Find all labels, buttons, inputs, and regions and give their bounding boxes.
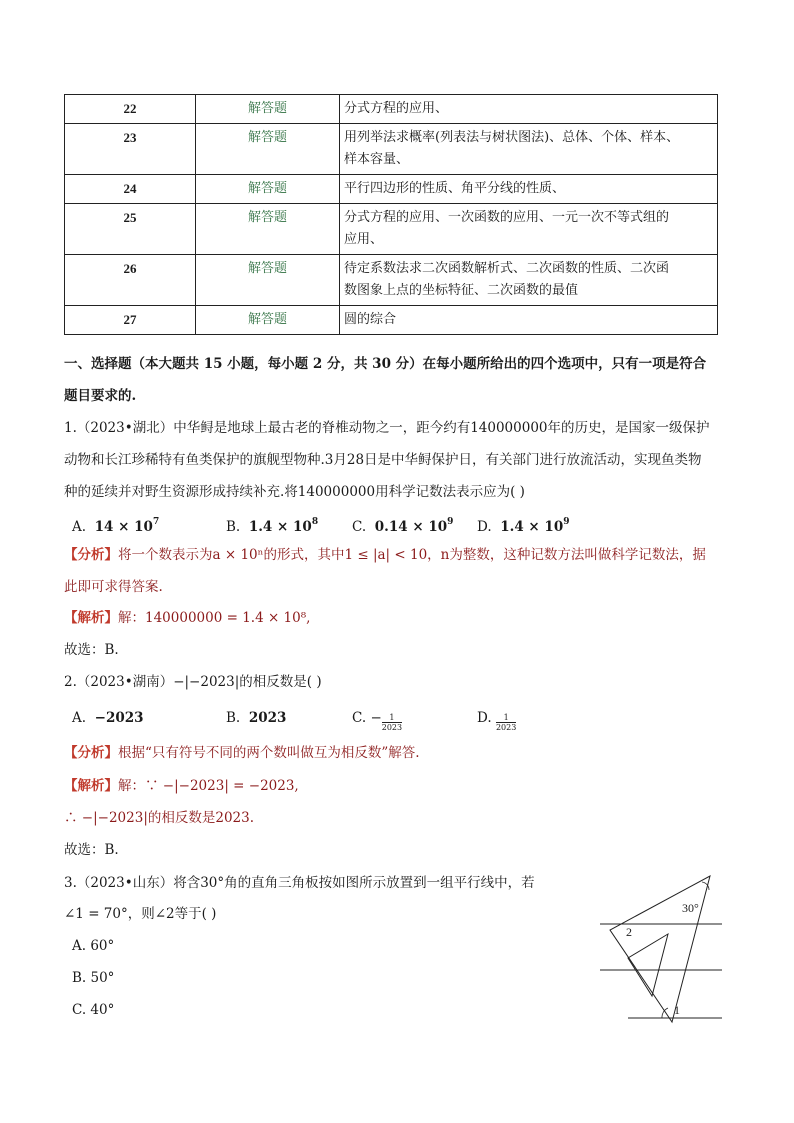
- knowledge-points-line: 数图象上点的坐标特征、二次函数的最值: [344, 283, 579, 298]
- q3-option-c: C. 40°: [72, 1002, 115, 1018]
- triangle-ruler-figure: [590, 870, 730, 1030]
- q2-analysis: 【分析】根据“只有符号不同的两个数叫做互为相反数”解答.: [64, 745, 420, 761]
- question-type-cell: 解答题: [196, 204, 340, 255]
- question-type-cell: 解答题: [196, 306, 340, 335]
- q2-choice: 故选：B.: [64, 842, 119, 858]
- knowledge-points-line: 样本容量、: [344, 152, 410, 167]
- table-row: [65, 175, 718, 204]
- knowledge-points-cell: [340, 95, 718, 124]
- q2-stem: 2.（2023•湖南）−|−2023|的相反数是( ): [64, 674, 322, 690]
- table-row: [65, 204, 718, 255]
- q1-analysis-line2: 此即可求得答案.: [64, 579, 163, 595]
- q1-stem-line1: 1.（2023•湖北）中华鲟是地球上最古老的脊椎动物之一，距今约有140000000年的历史，是国家一级保护: [64, 420, 710, 436]
- knowledge-points-cell: [340, 124, 718, 175]
- knowledge-points-cell: [340, 306, 718, 335]
- knowledge-points-line: 应用、: [344, 232, 384, 247]
- angle-30-label: 30°: [682, 901, 699, 915]
- question-type-cell: 解答题: [196, 124, 340, 175]
- question-type-cell: 解答题: [196, 255, 340, 306]
- analysis-tag: 【分析】: [64, 547, 118, 563]
- q2-option-c: C. − $\frac{1}{2023}$: [352, 710, 403, 732]
- angle-1-label: 1: [674, 1003, 680, 1017]
- q2-solution-line2: ∴ −|−2023|的相反数是2023.: [64, 810, 255, 826]
- question-number-cell: 25: [65, 204, 196, 255]
- q1-option-c: C. $0.14 \times 10^9$: [352, 517, 454, 535]
- question-type-cell: 解答题: [196, 95, 340, 124]
- q1-option-b: B. $1.4 \times 10^8$: [226, 517, 319, 535]
- question-number-cell: 22: [65, 95, 196, 124]
- knowledge-points-line: 用列举法求概率(列表法与树状图法)、总体、个体、样本、: [344, 130, 680, 145]
- section-heading-line2: 题目要求的.: [64, 388, 137, 404]
- q1-stem-line3: 种的延续并对野生资源形成持续补充.将140000000用科学记数法表示应为( ): [64, 484, 525, 500]
- knowledge-points-cell: [340, 255, 718, 306]
- q1-option-d: D. $1.4 \times 10^9$: [477, 517, 570, 535]
- solution-tag: 【解析】: [64, 610, 118, 626]
- q2-solution-line1: 【解析】解：∵ −|−2023| = −2023,: [64, 778, 299, 794]
- q3-option-a: A. 60°: [72, 938, 115, 954]
- question-number-cell: 27: [65, 306, 196, 335]
- table-row: [65, 95, 718, 124]
- topic-table: [64, 94, 718, 335]
- q3-option-b: B. 50°: [72, 970, 115, 986]
- q2-option-b: B. 2023: [226, 710, 287, 726]
- question-number-cell: 26: [65, 255, 196, 306]
- question-number-cell: 23: [65, 124, 196, 175]
- knowledge-points-cell: [340, 175, 718, 204]
- q1-stem-line2: 动物和长江珍稀特有鱼类保护的旗舰型物种.3月28日是中华鲟保护日，有关部门进行放流活动，实现鱼类物: [64, 452, 702, 468]
- knowledge-points-line: 分式方程的应用、: [344, 101, 449, 116]
- q3-stem-line1: 3.（2023•山东）将含30°角的直角三角板按如图所示放置到一组平行线中，若: [64, 875, 535, 891]
- question-number-cell: 24: [65, 175, 196, 204]
- knowledge-points-line: 分式方程的应用、一次函数的应用、一元一次不等式组的: [344, 210, 670, 225]
- q3-stem-line2: ∠1 = 70°，则∠2等于( ): [64, 906, 217, 922]
- angle-1-arc: [662, 1008, 668, 1018]
- q1-analysis-line1: 【分析】将一个数表示为a × 10ⁿ的形式，其中1 ≤ |a| < 10，n为整数，这种记数方法叫做科学记数法，据: [64, 547, 706, 563]
- q1-choice: 故选：B.: [64, 642, 119, 658]
- table-row: [65, 306, 718, 335]
- angle-2-label: 2: [626, 925, 632, 939]
- knowledge-points-line: 圆的综合: [344, 312, 397, 327]
- q2-option-d: D. $\frac{1}{2023}$: [477, 710, 517, 732]
- knowledge-points-line: 待定系数法求二次函数解析式、二次函数的性质、二次函: [344, 261, 670, 276]
- question-type-cell: 解答题: [196, 175, 340, 204]
- q1-option-a: A. $14 \times 10^7$: [72, 517, 160, 535]
- q1-solution: 【解析】解：140000000 = 1.4 × 10⁸,: [64, 610, 311, 626]
- table-row: [65, 124, 718, 175]
- section-heading-line1: 一、选择题（本大题共 15 小题，每小题 2 分，共 30 分）在每小题所给出的四个选项中，只有一项是符合: [64, 356, 707, 372]
- q2-option-a: A. −2023: [72, 710, 144, 726]
- knowledge-points-line: 平行四边形的性质、角平分线的性质、: [344, 181, 566, 196]
- knowledge-points-cell: [340, 204, 718, 255]
- triangle-outer: [610, 876, 710, 1022]
- table-row: [65, 255, 718, 306]
